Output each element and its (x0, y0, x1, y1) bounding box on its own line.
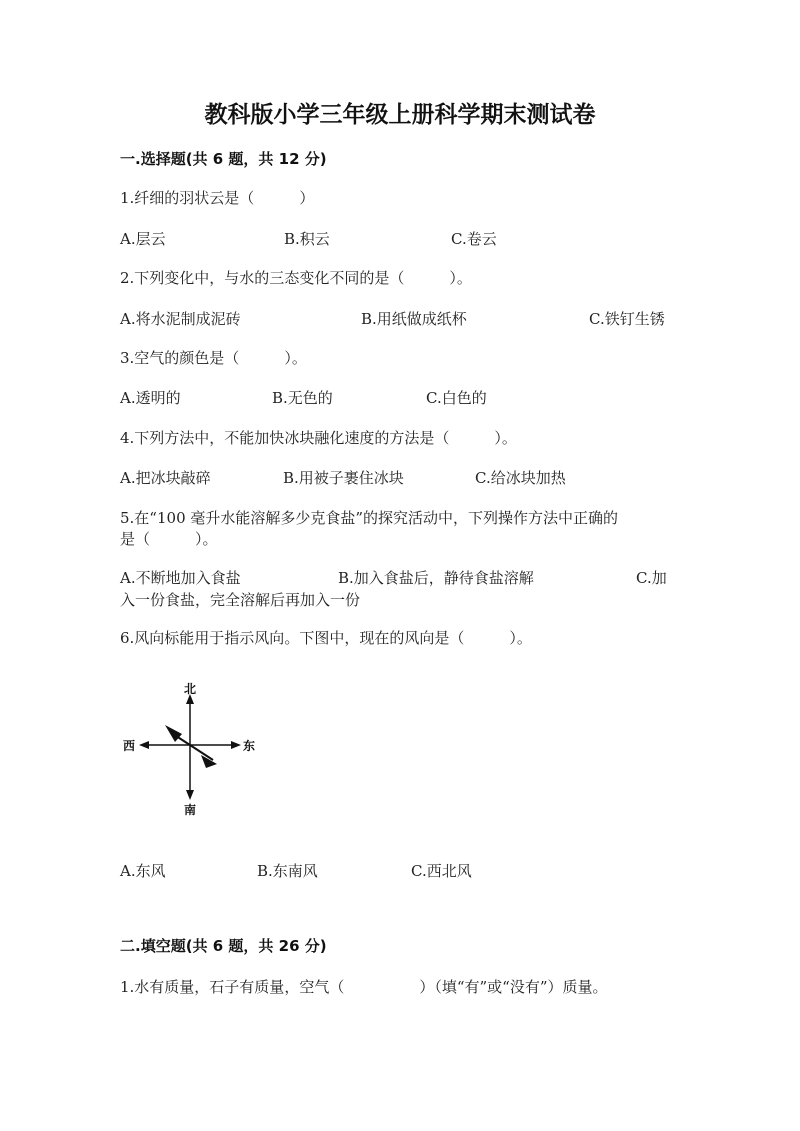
section-heading-choice: 一.选择题(共 6 题，共 12 分) (120, 150, 327, 168)
vane-tail (165, 725, 182, 742)
question-2-option-c: C.铁钉生锈 (589, 310, 665, 328)
question-6-option-b: B.东南风 (257, 862, 318, 880)
question-1-option-b: B.积云 (284, 230, 330, 248)
section-heading-fill-in: 二.填空题(共 6 题，共 26 分) (120, 937, 327, 955)
east-arrowhead (231, 741, 241, 749)
question-4-option-a: A.把冰块敲碎 (120, 469, 211, 487)
question-3-option-a: A.透明的 (120, 389, 181, 407)
question-2-option-b: B.用纸做成纸杯 (361, 310, 467, 328)
question-6-option-c: C.西北风 (411, 862, 472, 880)
fill-question-1-stem: 1.水有质量，石子有质量，空气（ ）（填“有”或“没有”）质量。 (120, 978, 608, 996)
east-label: 东 (242, 739, 256, 753)
question-2-option-a: A.将水泥制成泥砖 (120, 310, 241, 328)
question-5-option-c-continued: 入一份食盐，完全溶解后再加入一份 (120, 591, 361, 609)
question-3-option-c: C.白色的 (426, 389, 487, 407)
question-5-option-a: A.不断地加入食盐 (120, 569, 241, 587)
question-1-option-c: C.卷云 (451, 230, 497, 248)
north-label: 北 (183, 682, 197, 696)
question-1-stem: 1.纤细的羽状云是（ ） (120, 189, 315, 207)
question-1-option-a: A.层云 (120, 230, 166, 248)
south-arrowhead (186, 790, 194, 800)
question-5-option-b: B.加入食盐后，静待食盐溶解 (338, 569, 534, 587)
west-label: 西 (122, 739, 136, 753)
question-6-stem: 6.风向标能用于指示风向。下图中，现在的风向是（ ）。 (120, 629, 532, 647)
question-5-option-c: C.加 (636, 569, 667, 587)
question-2-stem: 2.下列变化中，与水的三态变化不同的是（ ）。 (120, 269, 472, 287)
west-arrowhead (139, 741, 149, 749)
south-label: 南 (183, 803, 197, 817)
question-4-stem: 4.下列方法中，不能加快冰块融化速度的方法是（ ）。 (120, 429, 517, 447)
question-3-stem: 3.空气的颜色是（ ）。 (120, 349, 307, 367)
question-4-option-c: C.给冰块加热 (475, 469, 566, 487)
question-3-option-b: B.无色的 (272, 389, 333, 407)
wind-vane-figure (115, 680, 275, 820)
question-4-option-b: B.用被子裹住冰块 (283, 469, 404, 487)
question-5-stem-line1: 5.在“100 毫升水能溶解多少克食盐”的探究活动中，下列操作方法中正确的 (120, 509, 619, 527)
question-6-option-a: A.东风 (120, 862, 166, 880)
page-title: 教科版小学三年级上册科学期末测试卷 (204, 102, 596, 128)
question-5-stem-line2: 是（ ）。 (120, 530, 218, 548)
